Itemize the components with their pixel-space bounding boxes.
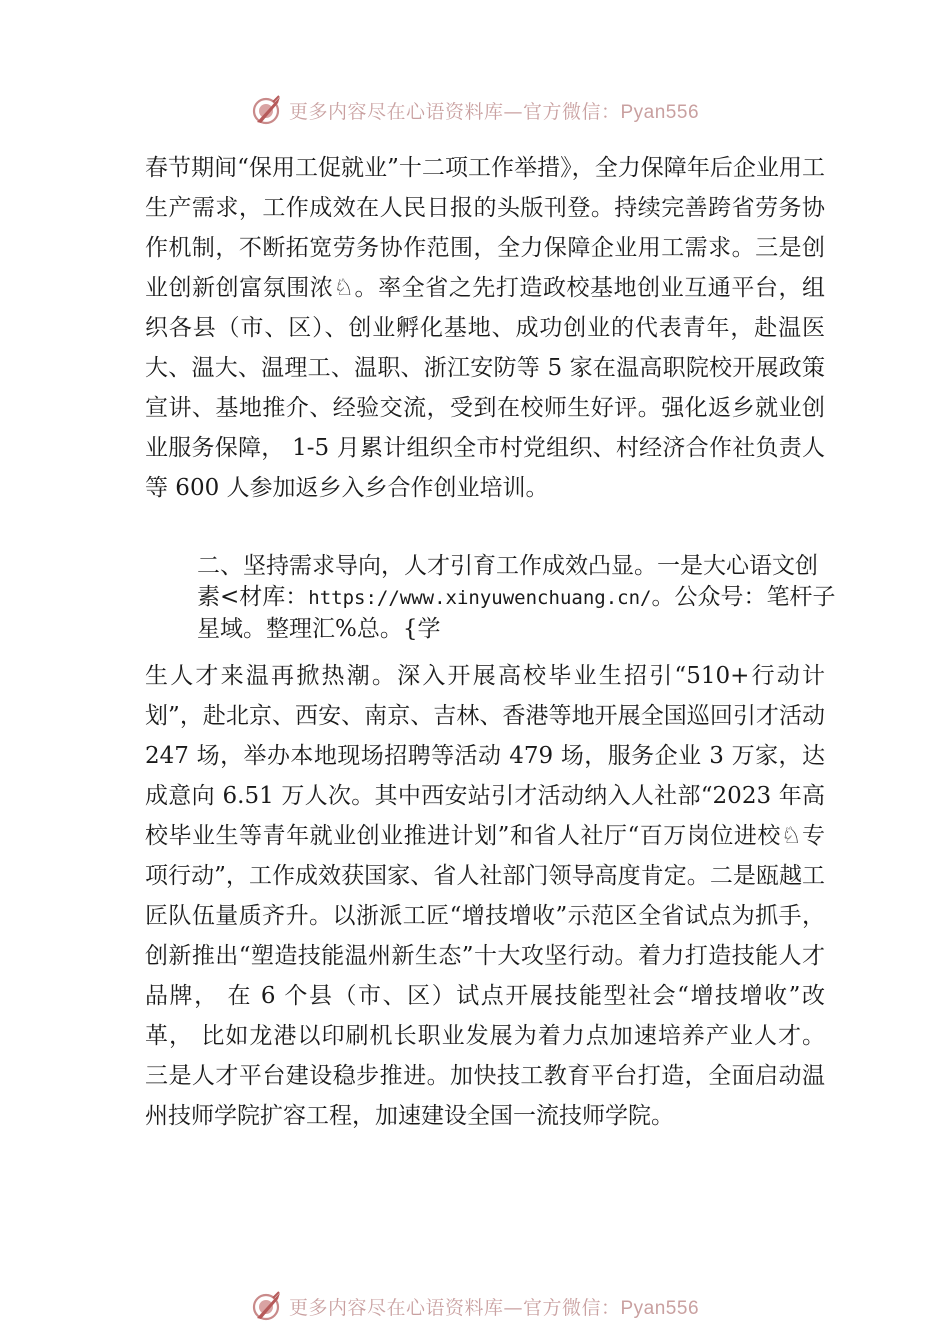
watermark-text: 更多内容尽在心语资料库—官方微信：Pyan556 (288, 100, 700, 123)
quill-pen-seal-icon (251, 94, 283, 126)
section-heading-2: 二、坚持需求导向，人才引育工作成效凸显。一是大心语文创素<材库：https://www.xinyuwenchuang.cn/。公众号：笔杆子星域。整理汇%总。{学 (197, 553, 836, 642)
paragraph-2: 生人才来温再掀热潮。深入开展高校毕业生招引“510+行动计划”，赴北京、西安、南京、吉林、香港等地开展全国巡回引才活动 247 场，举办本地现场招聘等活动 479 场，服务企业 3 万家，达成意向 6.51 万人次。其中西安站引才活动纳入人社部“2023 年高校毕业生等青年就业创业推进计划”和省人社厅“百万岗位进校♘专项行动”，工作成效获国家、省人社部门领导高度肯定。二是瓯越工匠队伍量质齐升。以浙派工匠“增技增收”示范区全省试点为抓手，创新推出“塑造技能温州新生态”十大攻坚行动。着力打造技能人才品牌， 在 6 个县（市、区）试点开展技能型社会“增技增收”改革， 比如龙港以印刷机长职业发展为着力点加速培养产业人才。 三是人才平台建设稳步推进。加快技工教育平台打造，全面启动温州技师学院扩容工程，加速建设全国一流技师学院。 (145, 663, 825, 1129)
quill-pen-seal-icon (251, 1290, 283, 1322)
watermark-banner-top (0, 94, 950, 126)
heading-url: https://www.xinyuwenchuang.cn/ (308, 587, 652, 609)
paragraph-1: 春节期间“保用工促就业”十二项工作举措》，全力保障年后企业用工生产需求，工作成效在人民日报的头版刊登。持续完善跨省劳务协作机制，不断拓宽劳务协作范围，全力保障企业用工需求。三是创业创新创富氛围浓♘。率全省之先打造政校基地创业互通平台，组织各县（市、区）、创业孵化基地、成功创业的代表青年，赴温医大、温大、温理工、温职、浙江安防等 5 家在温高职院校开展政策宣讲、基地推介、经验交流，受到在校师生好评。强化返乡就业创业服务保障， 1-5 月累计组织全市村党组织、村经济合作社负责人等 600 人参加返乡入乡合作创业培训。 (145, 155, 825, 501)
document-body-2 (145, 656, 825, 1136)
document-body (145, 148, 825, 508)
watermark-banner-bottom (0, 1290, 950, 1322)
watermark-text: 更多内容尽在心语资料库—官方微信：Pyan556 (288, 1296, 700, 1319)
